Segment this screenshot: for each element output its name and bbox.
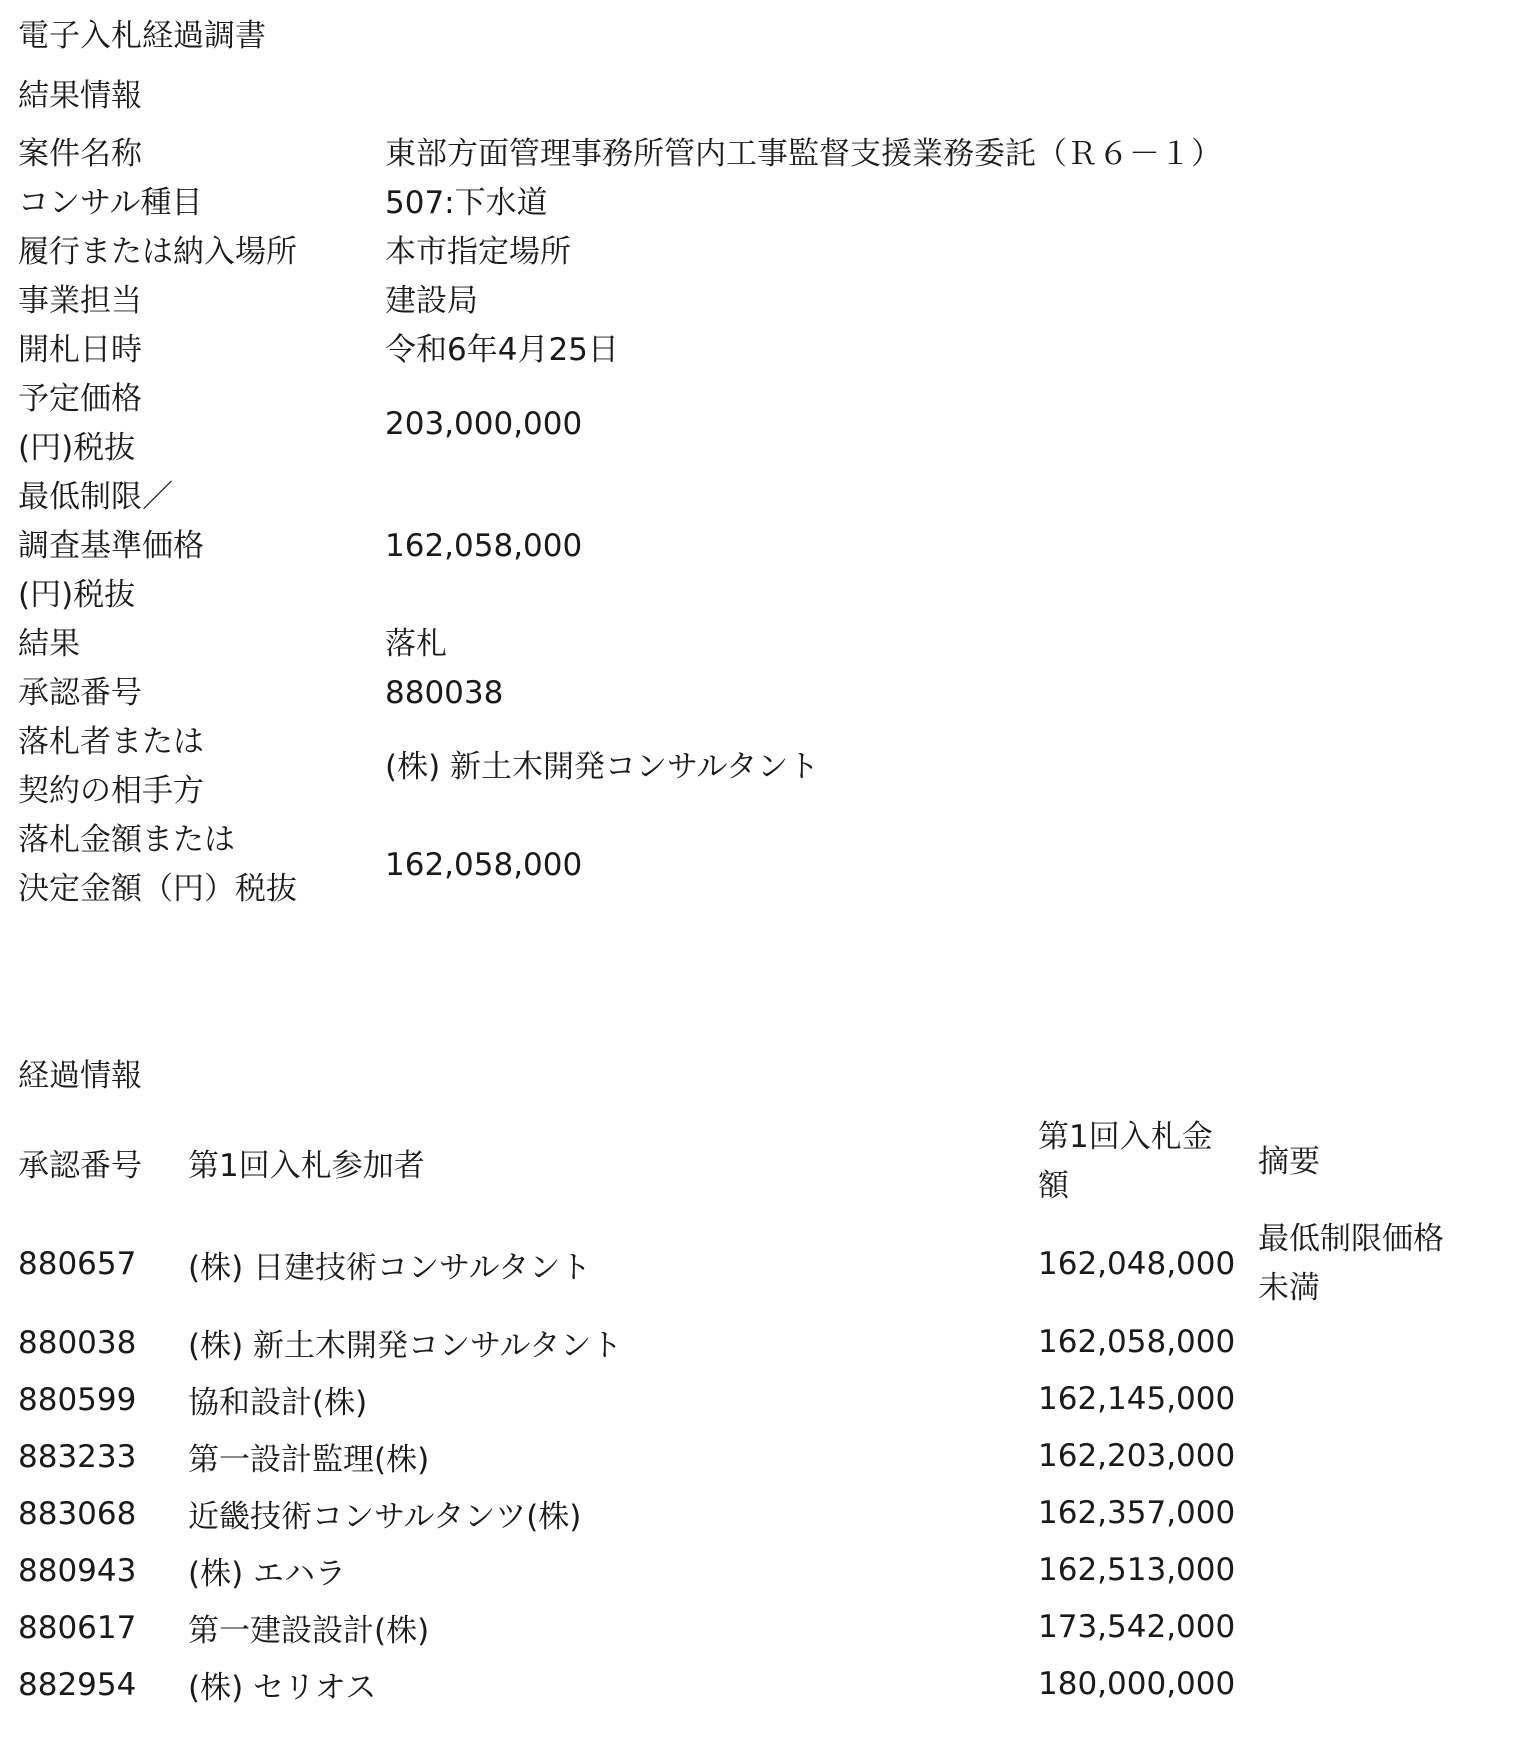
bid-participant: 第一設計監理(株)	[188, 1442, 430, 1478]
info-row	[18, 816, 1318, 914]
bid-amount: 173,542,000	[1038, 1609, 1236, 1645]
progress-info-heading: 経過情報	[18, 1058, 142, 1094]
info-value: 令和6年4月25日	[385, 332, 619, 368]
info-label-line: (円)税抜	[18, 430, 136, 466]
bid-approval-no: 880599	[18, 1381, 137, 1418]
info-row	[18, 473, 1318, 620]
info-label	[18, 375, 385, 473]
bid-amount: 162,048,000	[1038, 1245, 1236, 1282]
info-value: 507:下水道	[385, 185, 548, 221]
info-label-line: 結果	[18, 626, 80, 662]
info-label-line: 開札日時	[18, 332, 142, 368]
result-info-table	[18, 130, 1318, 914]
info-label	[18, 473, 385, 620]
table-row	[18, 1214, 1498, 1314]
info-label	[18, 130, 385, 179]
info-row	[18, 130, 1318, 179]
info-value: 建設局	[385, 283, 478, 319]
info-label	[18, 816, 385, 914]
info-label-line: 履行または納入場所	[18, 234, 297, 270]
info-value: 880038	[385, 675, 504, 711]
table-row	[18, 1599, 1498, 1656]
header-amount	[1038, 1113, 1258, 1211]
bid-amount: 180,000,000	[1038, 1666, 1236, 1702]
bid-note-line: 最低制限価格	[1258, 1221, 1444, 1257]
info-value: (株) 新土木開発コンサルタント	[385, 748, 820, 785]
header-approval-no: 承認番号	[18, 1147, 142, 1184]
info-row	[18, 718, 1318, 816]
table-row	[18, 1542, 1498, 1599]
info-label	[18, 620, 385, 669]
info-label	[18, 228, 385, 277]
bid-note-line: 未満	[1258, 1270, 1320, 1306]
info-label-line: (円)税抜	[18, 577, 136, 613]
info-label-line: 落札金額または	[18, 822, 235, 858]
bid-approval-no: 883068	[18, 1495, 137, 1532]
document-title: 電子入札経過調書	[18, 18, 266, 54]
info-label-line: 案件名称	[18, 136, 142, 172]
info-row	[18, 326, 1318, 375]
bid-approval-no: 880617	[18, 1609, 137, 1646]
bid-approval-no: 880657	[18, 1246, 137, 1282]
info-row	[18, 228, 1318, 277]
info-label-line: 予定価格	[18, 381, 142, 417]
bid-participant: (株) 新土木開発コンサルタント	[188, 1328, 623, 1364]
info-label-line: 契約の相手方	[18, 773, 204, 809]
table-row	[18, 1371, 1498, 1428]
info-label-line: 最低制限／	[18, 479, 173, 515]
info-row	[18, 375, 1318, 473]
info-row	[18, 277, 1318, 326]
info-row	[18, 669, 1318, 718]
info-label-line: 事業担当	[18, 283, 142, 319]
bid-amount: 162,513,000	[1038, 1552, 1236, 1588]
info-row	[18, 179, 1318, 228]
bid-amount: 162,357,000	[1038, 1495, 1236, 1531]
info-row	[18, 620, 1318, 669]
info-label	[18, 277, 385, 326]
bid-note	[1258, 1215, 1478, 1313]
bid-approval-no: 880038	[18, 1324, 137, 1361]
bid-participant: (株) エハラ	[188, 1556, 347, 1592]
info-label-line: コンサル種目	[18, 185, 203, 221]
info-value: 落札	[385, 626, 447, 662]
bid-amount: 162,203,000	[1038, 1438, 1236, 1474]
bid-table-header	[18, 1110, 1498, 1214]
result-info-heading: 結果情報	[18, 78, 142, 114]
bid-approval-no: 880943	[18, 1552, 137, 1589]
header-amount-line: 第1回入札金	[1038, 1119, 1213, 1155]
header-participant: 第1回入札参加者	[188, 1147, 425, 1184]
bid-amount: 162,058,000	[1038, 1324, 1236, 1360]
info-label-line: 調査基準価格	[18, 528, 204, 564]
info-label-line: 決定金額（円）税抜	[18, 871, 297, 907]
info-value: 203,000,000	[385, 405, 583, 442]
bid-participant: 第一建設設計(株)	[188, 1613, 430, 1649]
header-note: 摘要	[1258, 1143, 1320, 1180]
info-value: 162,058,000	[385, 846, 583, 883]
table-row	[18, 1656, 1498, 1713]
bid-participant: (株) セリオス	[188, 1670, 377, 1706]
info-label-line: 落札者または	[18, 724, 204, 760]
header-amount-line: 額	[1038, 1168, 1069, 1204]
info-label	[18, 718, 385, 816]
bid-approval-no: 882954	[18, 1666, 137, 1703]
bid-participant: 近畿技術コンサルタンツ(株)	[188, 1499, 582, 1535]
info-label-line: 承認番号	[18, 675, 142, 711]
info-value: 162,058,000	[385, 528, 583, 564]
table-row	[18, 1485, 1498, 1542]
bid-amount: 162,145,000	[1038, 1381, 1236, 1417]
info-label	[18, 326, 385, 375]
bid-participant: 協和設計(株)	[188, 1385, 368, 1421]
info-label	[18, 669, 385, 718]
table-row	[18, 1428, 1498, 1485]
info-label	[18, 179, 385, 228]
bid-table	[18, 1110, 1498, 1713]
info-value: 東部方面管理事務所管内工事監督支援業務委託（Ｒ６－１）	[385, 136, 1222, 172]
bid-participant: (株) 日建技術コンサルタント	[188, 1249, 592, 1286]
bid-approval-no: 883233	[18, 1438, 137, 1475]
info-value: 本市指定場所	[385, 234, 571, 270]
table-row	[18, 1314, 1498, 1371]
